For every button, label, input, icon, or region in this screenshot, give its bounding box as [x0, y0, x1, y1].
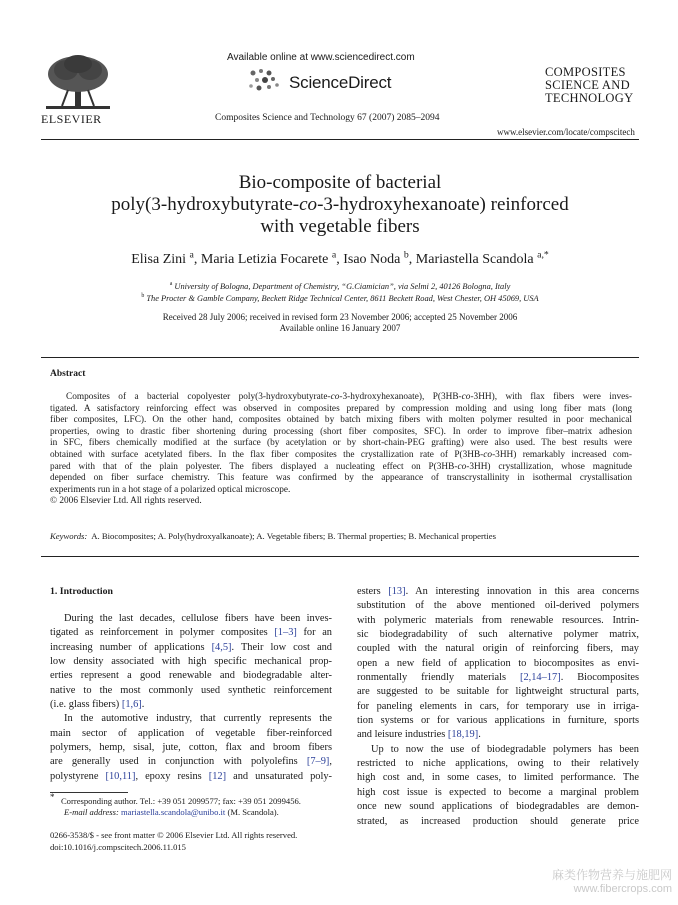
- tree-logo-icon: [42, 52, 114, 112]
- author-separator: ,: [408, 252, 416, 267]
- affiliation-b: [41, 293, 639, 305]
- citation-link[interactable]: [1,6]: [121, 699, 142, 711]
- text-line: [357, 800, 639, 814]
- journal-logo-line: COMPOSITES: [545, 65, 626, 79]
- text-line: [50, 684, 332, 698]
- affiliation-a: [41, 281, 639, 293]
- received-date: Received 28 July 2006; received in revised form 23 November 2006; accepted 25 November 2006: [162, 312, 518, 322]
- text-line: [357, 757, 639, 771]
- keywords-text: A. Biocomposites; A. Poly(hydroxyalkanoate); A. Vegetable fibers; B. Thermal properties; B. Mechanical properties: [91, 531, 496, 541]
- citation-link[interactable]: [2,14–17]: [519, 672, 561, 684]
- sciencedirect-wordmark: ScienceDirect: [289, 73, 392, 92]
- author-affiliation-mark: a,*: [537, 249, 549, 261]
- citation-link[interactable]: [1–3]: [274, 627, 297, 639]
- abstract-rule-bottom: [41, 556, 639, 557]
- abstract-line: fiber composites, LFC). On the other hand, composites obtained by batch mixing fibers with molten polymer resulted in poor mechanical: [50, 415, 632, 426]
- text-run: (i.e. glass fibers): [50, 699, 122, 711]
- author[interactable]: [200, 249, 344, 267]
- author-name: Elisa Zini: [131, 252, 187, 267]
- footnote-text: Corresponding author. Tel.: +39 051 2099577; fax: +39 051 2099456.: [60, 796, 301, 806]
- text-line: [357, 714, 639, 728]
- text-run: substitution of the above mentioned oil-derived polymers: [357, 600, 639, 612]
- footnote-rule: [50, 792, 128, 793]
- text-run: main sector of application of vegetable fiber-reinforced: [50, 727, 332, 739]
- affiliations: [41, 281, 639, 305]
- text-line: [357, 771, 639, 785]
- text-run: erties represent a good renewable and biodegradable alter-: [50, 670, 332, 682]
- journal-logo-line: SCIENCE AND: [545, 78, 630, 92]
- author-list: [41, 249, 639, 268]
- text-line: [357, 585, 639, 599]
- text-line: [357, 599, 639, 613]
- affiliation-mark: a: [169, 281, 173, 288]
- text-run: During the last decades, cellulose fibers have been inves-: [64, 613, 332, 624]
- journal-logo: [545, 66, 633, 105]
- text-run: for paneling elements in cars, for temporary use in irriga-: [357, 700, 639, 712]
- journal-url-link[interactable]: www.elsevier.com/locate/compscitech: [497, 127, 635, 137]
- email-suffix: (M. Scandola).: [227, 807, 279, 817]
- text-run: .: [141, 699, 145, 711]
- watermark-cn: 麻类作物营养与施肥网: [551, 868, 672, 882]
- abstract-line: experiments run in a hot stage of a polarized optical microscope.: [50, 484, 291, 495]
- text-line: [357, 728, 639, 742]
- text-run: strated, as increased production should generate price: [357, 815, 639, 827]
- abstract-body: [50, 392, 632, 508]
- text-line: [50, 712, 332, 726]
- doi-link[interactable]: doi:10.1016/j.compscitech.2006.11.015: [50, 842, 186, 852]
- citation-link[interactable]: [7–9]: [306, 756, 330, 768]
- abstract-copyright: © 2006 Elsevier Ltd. All rights reserved.: [50, 496, 202, 507]
- text-run: ronmentally friendly materials: [357, 672, 520, 684]
- citation-link[interactable]: [13]: [388, 586, 406, 597]
- title-line: [41, 194, 639, 216]
- paragraph: [50, 712, 332, 784]
- text-line: [50, 770, 332, 784]
- citation-link[interactable]: [4,5]: [211, 641, 232, 653]
- text-run: Up to now the use of biodegradable polymers has been: [371, 743, 639, 755]
- text-run: , epoxy resins: [135, 770, 209, 782]
- author-affiliation-mark: a: [331, 249, 337, 261]
- footnote-mark: *: [50, 792, 55, 803]
- author-name: Isao Noda: [343, 252, 401, 267]
- text-run: esters: [357, 586, 389, 597]
- text-run: native to the most commonly used synthetic reinforcement: [50, 684, 332, 696]
- footer: [50, 829, 297, 853]
- abstract-rule-top: [41, 357, 639, 358]
- text-line: [50, 698, 332, 712]
- abstract-line: obtained with surface acetylated fibers. In the flax fiber composites the crystallization rate of P(3HB-co-3HH) remarkably increased com-: [50, 449, 632, 460]
- citation-link[interactable]: [10,11]: [105, 770, 136, 782]
- author-affiliation-mark: b: [403, 249, 409, 261]
- abstract-line: depended on fiber surface chemistry. This feature was confirmed by the appearance of transcrystallinity in isothermal crystallisation: [50, 473, 632, 484]
- text-line: [357, 671, 639, 685]
- text-run: sic biodegradability of such alternative polymer matrix,: [357, 629, 639, 641]
- left-column: [50, 612, 332, 784]
- text-run: and leisure industries: [357, 729, 448, 741]
- author[interactable]: [131, 249, 201, 267]
- text-run: . An interesting innovation in this area concerns: [405, 586, 639, 597]
- article-dates: [41, 312, 639, 334]
- text-line: [357, 743, 639, 757]
- text-run: . Biocomposites: [560, 672, 639, 684]
- text-line: [357, 700, 639, 714]
- paragraph: [357, 585, 639, 743]
- text-run: increasing number of applications: [50, 641, 212, 653]
- text-line: [50, 727, 332, 741]
- text-line: [357, 815, 639, 829]
- text-run: polystyrene: [50, 770, 106, 782]
- abstract-line: tigated. A satisfactory reinforcing effect was observed in composites prepared by compression molding and using long fiber mats (long: [50, 403, 632, 414]
- text-run: high cost and, in some cases, to limited performance. The: [357, 772, 639, 784]
- citation-link[interactable]: [18,19]: [447, 729, 479, 741]
- author-name: Mariastella Scandola: [415, 252, 534, 267]
- text-line: [357, 657, 639, 671]
- abstract-line: in SFC, fibers chemically modified at the surface (by acetylation or by short-chain-PEG grafting) were also used. The best results were: [50, 438, 632, 449]
- text-run: once new sound applications of biodegradables are demon-: [357, 801, 639, 813]
- text-run: In the automotive industry, that currently represents the: [64, 713, 332, 725]
- text-run: ,: [329, 756, 332, 768]
- text-run: polymers, hemp, sisal, jute, cotton, flax and broom fibers: [50, 742, 332, 754]
- text-line: [50, 669, 332, 683]
- affiliation-mark: b: [141, 293, 145, 300]
- email-link[interactable]: mariastella.scandola@unibo.it: [120, 807, 226, 817]
- text-run: are suggested to be suitable for lightweight structural parts,: [357, 686, 639, 698]
- text-line: [357, 786, 639, 800]
- author[interactable]: [343, 249, 416, 267]
- available-date: Available online 16 January 2007: [279, 323, 401, 333]
- text-line: [357, 628, 639, 642]
- watermark-url: www.fibercrops.com: [573, 883, 672, 895]
- available-online-text: Available online at www.sciencedirect.com: [227, 52, 415, 63]
- author-separator: ,: [336, 252, 344, 267]
- email-note: [50, 807, 340, 818]
- text-run: restricted to niche applications, owing to their relatively: [357, 758, 639, 770]
- journal-citation: Composites Science and Technology 67 (2007) 2085–2094: [215, 113, 440, 123]
- author[interactable]: [415, 249, 549, 267]
- title-line: with vegetable fibers: [260, 216, 420, 237]
- title-line: Bio-composite of bacterial: [238, 172, 442, 193]
- text-run: are generally used in conjunction with polyolefins: [50, 756, 307, 768]
- text-line: [50, 741, 332, 755]
- watermark: [552, 868, 672, 896]
- journal-logo-line: TECHNOLOGY: [545, 91, 634, 105]
- author-affiliation-mark: a: [189, 249, 194, 261]
- text-run: for an: [296, 627, 333, 639]
- text-run: tigated as reinforcement in polymer composites: [50, 627, 275, 639]
- affiliation-text: University of Bologna, Department of Chemistry, “G.Ciamician”, via Selmi 2, 40126 Bologna, Italy: [174, 282, 511, 291]
- abstract-line: properties, owing to drastic fiber shortening during processing (short fiber composites, SFC). In order to improve fiber–matrix adhesion: [50, 426, 632, 437]
- right-column: [357, 585, 639, 829]
- text-run: high cost issue is expected to become a marginal problem: [357, 786, 639, 798]
- text-run: with polymeric materials from renewable resources. Intrin-: [357, 614, 639, 626]
- text-line: [50, 755, 332, 769]
- header-rule: [41, 139, 639, 140]
- text-run: low density associated with high specific mechanical prop-: [50, 656, 332, 668]
- footnote: [50, 792, 340, 818]
- corresponding-author-note: [50, 792, 340, 807]
- keywords: [50, 531, 496, 541]
- text-run: coupled with the natural origin of reinforcing fibers, may: [357, 643, 639, 655]
- title-part: -3-hydroxyhexanoate) reinforced: [317, 194, 569, 215]
- text-line: [357, 614, 639, 628]
- keywords-label: Keywords:: [50, 531, 88, 541]
- section-heading-introduction: 1. Introduction: [50, 586, 113, 597]
- text-run: tion systems or for various applications in furniture, sports: [357, 715, 639, 727]
- abstract-line: Composites of a bacterial copolyester poly(3-hydroxybutyrate-co-3-hydroxyhexanoate), P(3HB-co-3HH), with flax fibers were inves-: [66, 392, 632, 402]
- text-line: [50, 626, 332, 640]
- text-line: [50, 612, 332, 626]
- sciencedirect-logo: [245, 66, 415, 96]
- text-line: [357, 642, 639, 656]
- affiliation-text: The Procter & Gamble Company, Beckett Ridge Technical Center, 8611 Beckett Road, West Chester, OH 45069, USA: [146, 294, 539, 303]
- text-run: . Their low cost and: [231, 641, 332, 653]
- paragraph: [50, 612, 332, 712]
- sciencedirect-dots-icon: [245, 66, 289, 94]
- citation-link[interactable]: [12]: [208, 770, 227, 782]
- issn-line: 0266-3538/$ - see front matter © 2006 Elsevier Ltd. All rights reserved.: [50, 830, 298, 840]
- text-run: and unsaturated poly-: [226, 770, 332, 782]
- author-separator: ,: [193, 252, 201, 267]
- paragraph: [357, 743, 639, 829]
- text-line: [357, 685, 639, 699]
- email-label: E-mail address:: [64, 807, 119, 817]
- article-title: [41, 172, 639, 238]
- author-name: Maria Letizia Focarete: [200, 252, 329, 267]
- publisher-name: ELSEVIER: [41, 112, 102, 126]
- abstract-heading: Abstract: [50, 369, 86, 379]
- text-run: .: [478, 729, 481, 741]
- text-line: [50, 641, 332, 655]
- text-run: open a new field of application to biocomposites as envi-: [357, 657, 639, 669]
- text-line: [50, 655, 332, 669]
- title-part-italic: co: [299, 194, 318, 215]
- elsevier-tree-logo: [42, 52, 114, 112]
- title-part: poly(3-hydroxybutyrate-: [111, 194, 300, 215]
- abstract-line: pared with that of the plain polyester. The fibers displayed a nucleating effect on P(3HB-co-3HH) crystallization, whose magnitude: [50, 461, 632, 472]
